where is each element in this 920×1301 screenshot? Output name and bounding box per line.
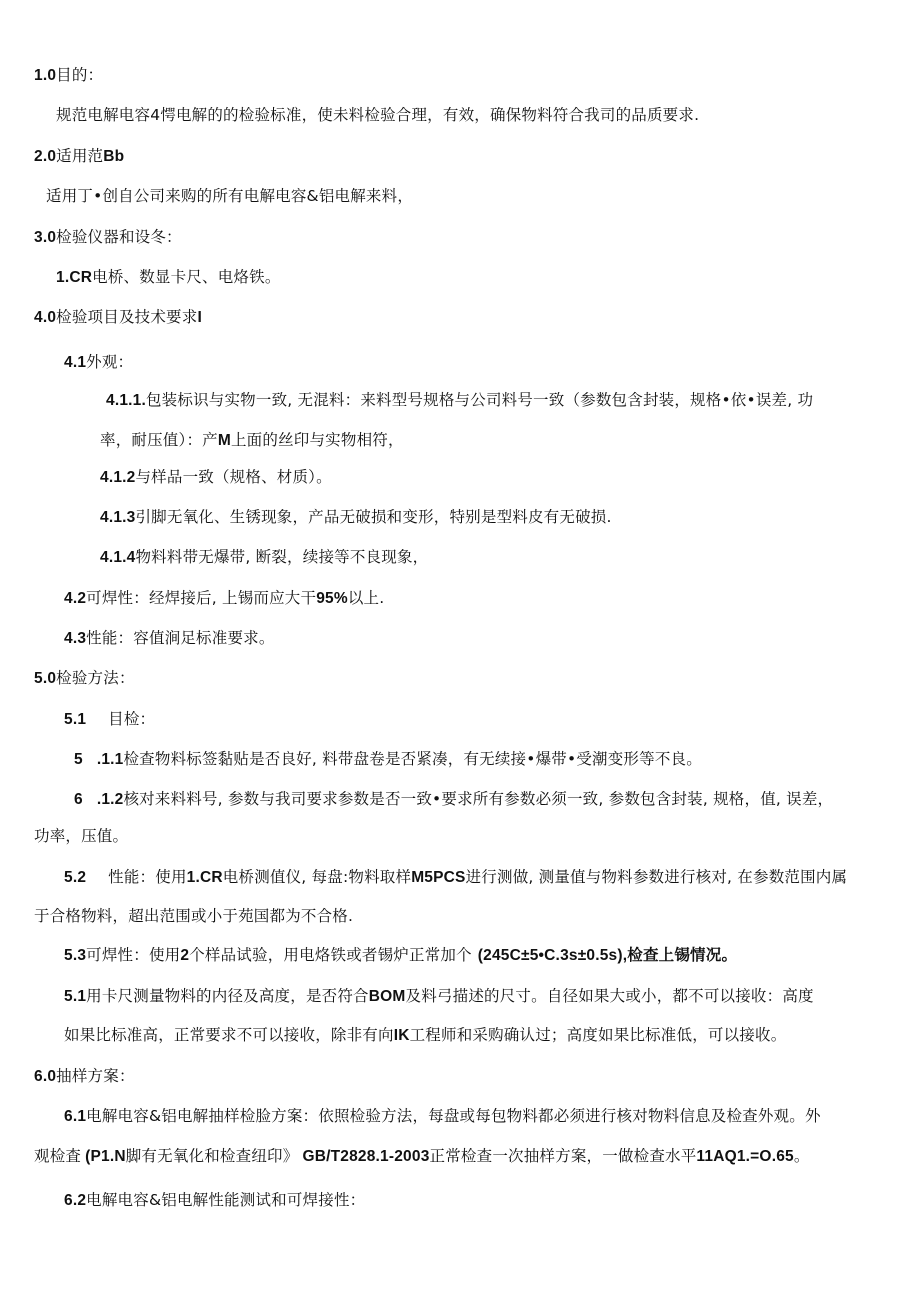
- section-4-3: 4.3性能：容值涧足标准要求。: [64, 629, 275, 647]
- section-number: 6.0: [34, 1068, 57, 1085]
- section-number: 2.0: [34, 148, 57, 165]
- section-5-4: 5.1用卡尺测量物料的内径及高度，是否符合BOM及料弓描述的尺寸。自径如果大或小，都不可以接收：高度: [64, 987, 814, 1005]
- section-2-heading: [34, 146, 124, 167]
- section-6-2: 6.2电解电容&铝电解性能测试和可焊接性：: [64, 1191, 366, 1209]
- section-number: 4.0: [34, 309, 57, 326]
- section-3-body: 1.CR电桥、数显卡尺、电烙铁。: [56, 268, 281, 286]
- section-4-1-1: 4.1.1.包装标识与实物一致, 无混料：来料型号规格与公司料号一致（参数包含封装，规格•依•误差, 功: [106, 391, 814, 409]
- section-title-suffix: Bb: [103, 148, 125, 165]
- section-5-1-2: 6 .1.2核对来料料号, 参数与我司要求参数是否一致•要求所有参数必须一致, 参数包含封装, 规格，值, 误差，: [74, 790, 834, 808]
- section-title: 检验仪器和设冬：: [56, 228, 182, 246]
- section-5-4-cont: 如果比标准高，正常要求不可以接收，除非有向IK工程师和采购确认过；高度如果比标准低，可以接收。: [64, 1026, 787, 1044]
- section-5-1-2-cont: 功率，压值。: [34, 827, 129, 845]
- section-4-1-3: 4.1.3引脚无氧化、生锈现象，产品无破损和变形，特别是型料皮有无破损.: [100, 508, 612, 526]
- section-title: 检验项目及技术要求: [56, 308, 198, 326]
- section-5-2-cont: 于合格物料，超出范围或小于苑国都为不合格.: [34, 907, 354, 925]
- section-number: 1.0: [34, 67, 57, 84]
- section-4-1-4: 4.1.4物料料带无爆带, 断裂，续接等不良现象，: [100, 548, 429, 566]
- section-5-2: 5.2 性能：使用1.CR电桥测值仪, 每盘:物料取样M5PCS进行测做, 测量值与物料参数进行核对, 在参数范围内属: [64, 868, 848, 886]
- section-6-heading: [34, 1066, 135, 1087]
- section-1-heading: [34, 65, 103, 86]
- section-2-body: 适用丁•创自公司来购的所有电解电容&铝电解来料，: [46, 187, 414, 205]
- section-5-1-1: 5 .1.1检查物料标签黏贴是否良好, 料带盘卷是否紧凑，有无续接•爆带•受潮变形等不良。: [74, 750, 702, 768]
- section-4-1-2: 4.1.2与样品一致（规格、材质）。: [100, 468, 332, 486]
- section-number: 5.0: [34, 670, 57, 687]
- section-title: 检验方法：: [56, 669, 135, 687]
- section-5-3: 5.3可焊性：使用2个样品试验，用电烙铁或者锡炉正常加个 (245C±5•C.3s±0.5s),检查上锡情况。: [64, 946, 738, 964]
- section-4-1-1-cont: 率，耐压值）：产M上面的丝印与实物相符，: [100, 431, 404, 449]
- section-number: 3.0: [34, 229, 57, 246]
- section-3-heading: [34, 227, 182, 248]
- section-4-heading: 4.0检验项目及技术要求I: [34, 308, 202, 326]
- section-4-2: 4.2可焊性：经焊接后, 上锡而应大干95%以上.: [64, 589, 385, 607]
- section-1-body: 规范电解电容4愕电解的的检验标准，使未料检验合理，有效，确保物料符合我司的品质要求.: [56, 106, 700, 124]
- section-5-heading: [34, 668, 135, 689]
- section-title: 适用范: [56, 147, 104, 165]
- section-6-1-cont: 观检査 (P1.N脚有无氧化和检查纽印》 GB/T2828.1-2003正常检查一次抽样方案，一做检查水平11AQ1.=O.65。: [34, 1147, 810, 1165]
- section-4-1-heading: 4.1外观：: [64, 353, 134, 371]
- section-6-1: 6.1电解电容&铝电解抽样检脸方案：依照检验方法，每盘或每包物料都必须进行核对物料信息及检查外观。外: [64, 1107, 821, 1125]
- section-title: 目的：: [56, 66, 104, 84]
- section-title: 抽样方案：: [56, 1067, 135, 1085]
- section-5-1-heading: 5.1 目检：: [64, 710, 156, 728]
